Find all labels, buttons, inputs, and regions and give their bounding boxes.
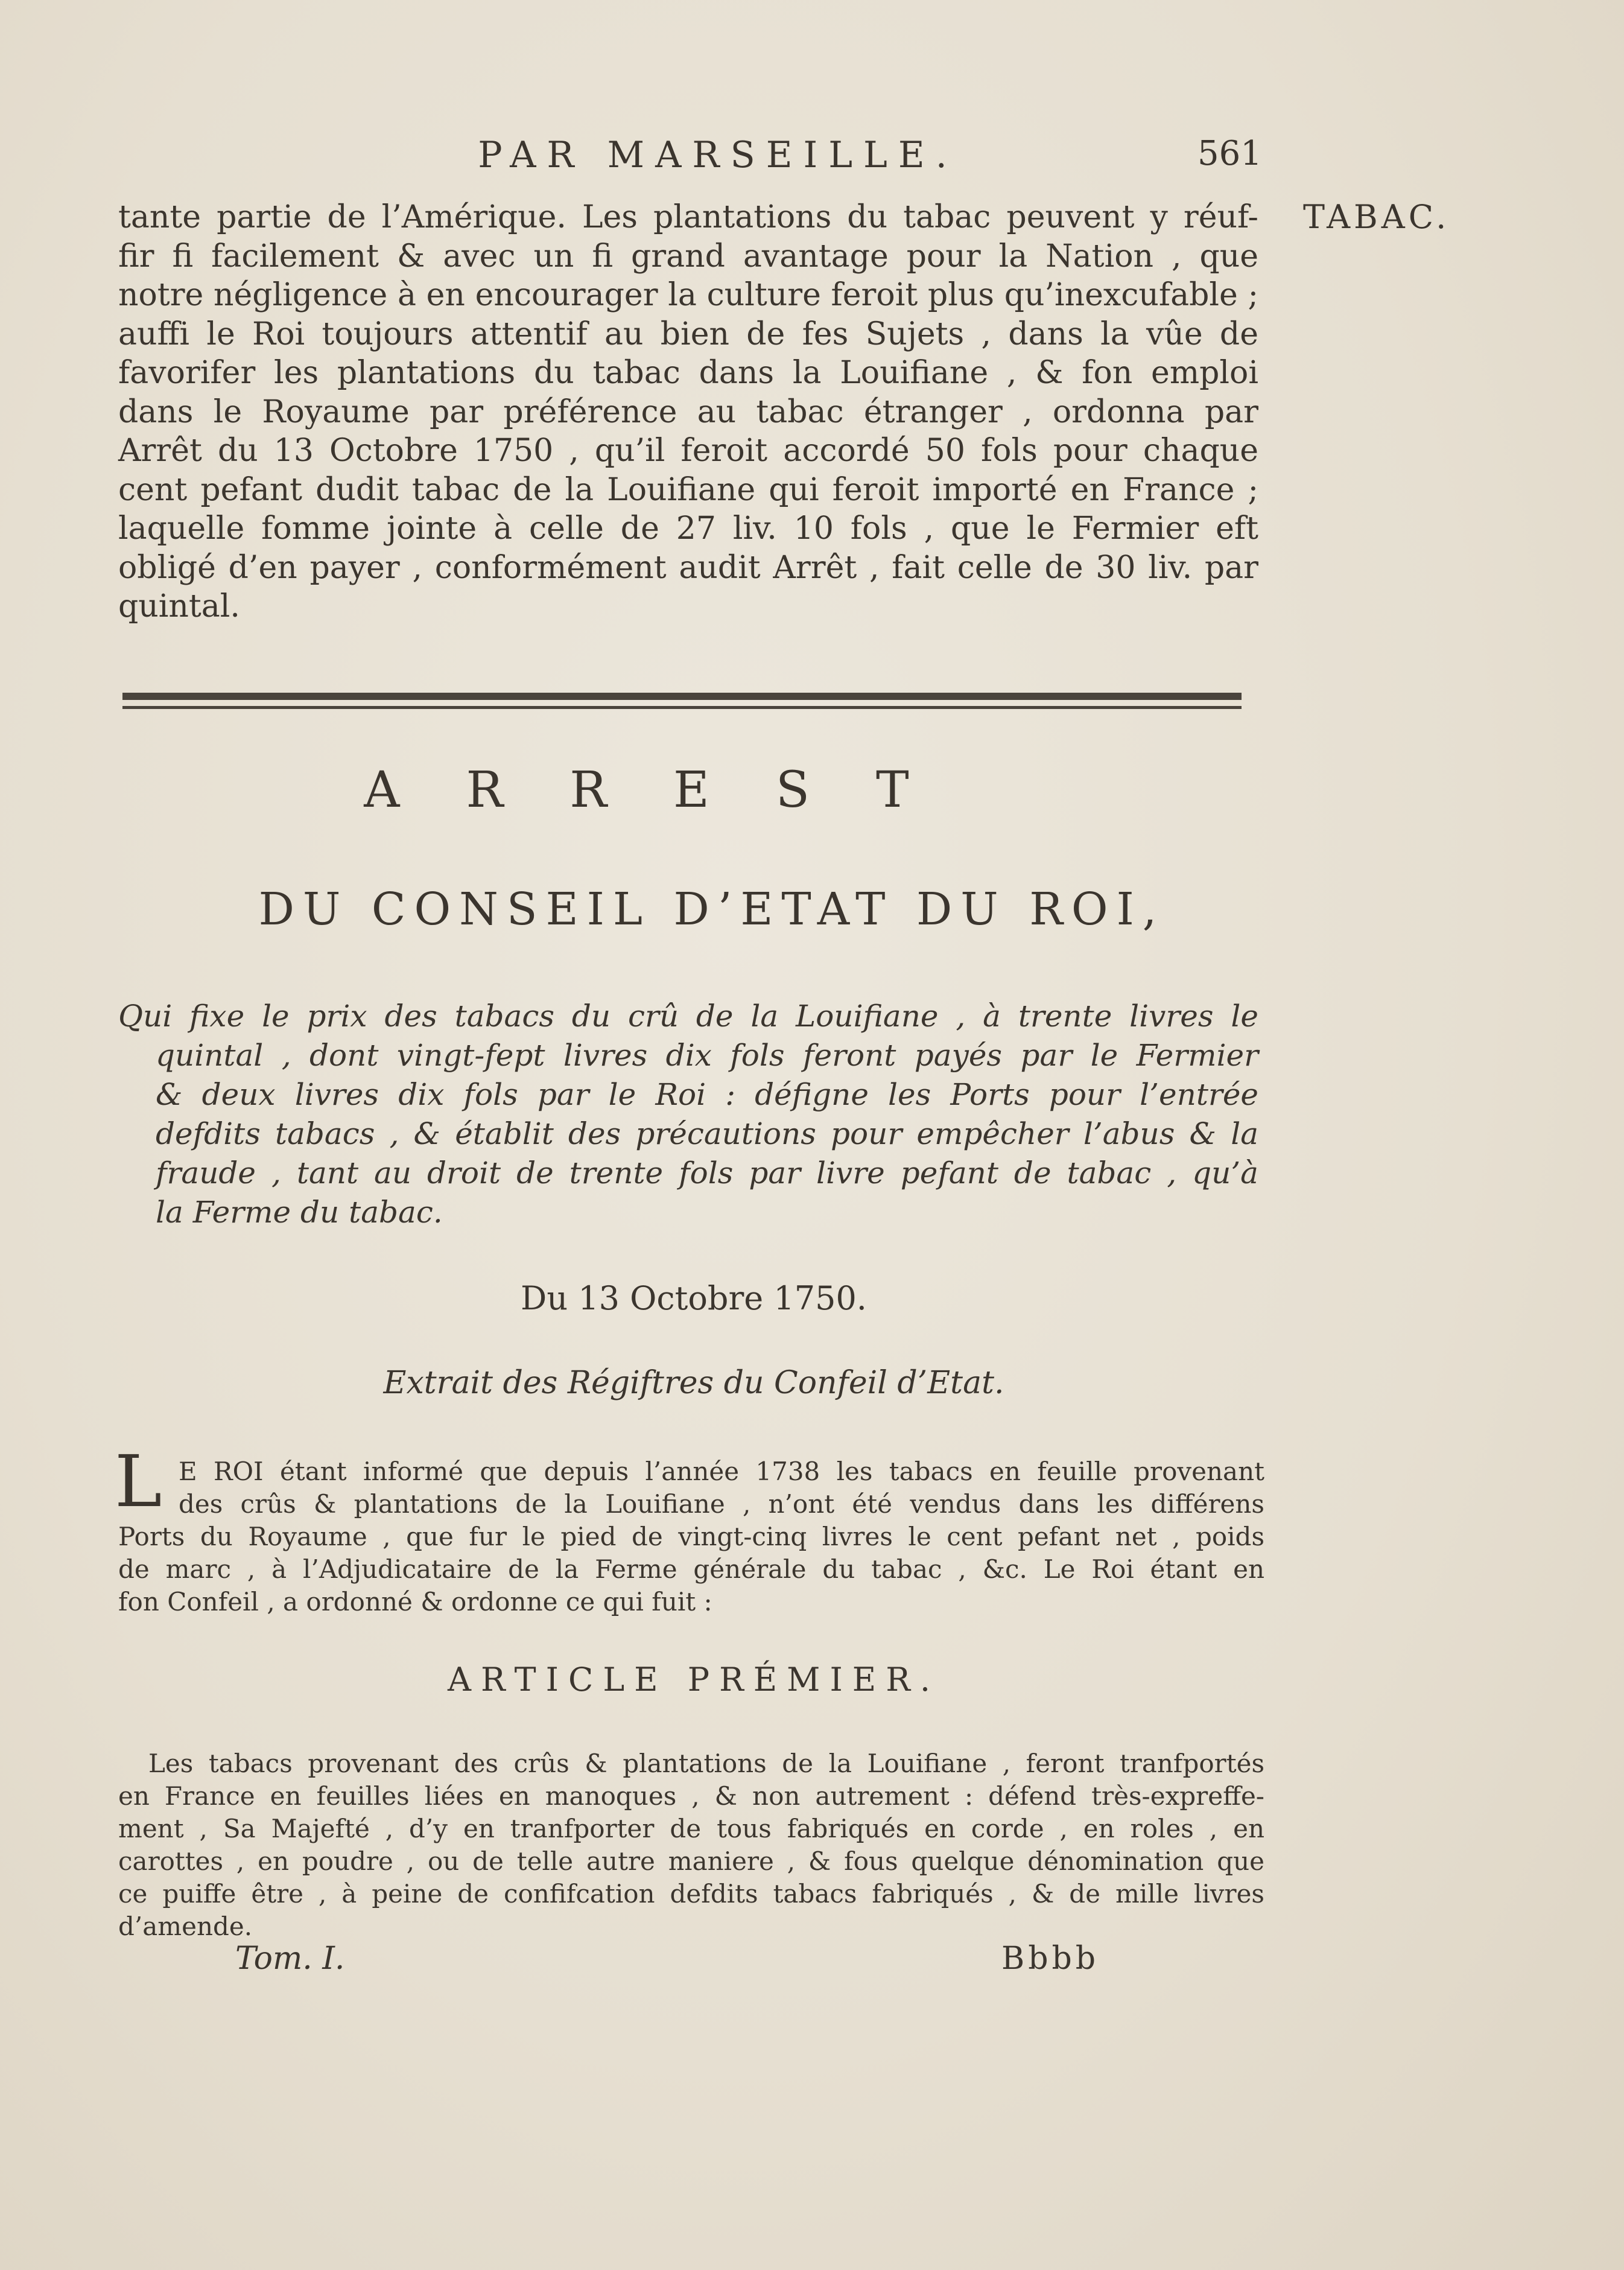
signature-mark: Bbbb [1001,1941,1100,1977]
divider-rule [122,706,1242,709]
divider-rule [122,693,1242,700]
text-line: Arrêt du 13 Octobre 1750 , qu’il feroit accordé 50 fols pour chaque [118,433,1258,469]
summary-line: & deux livres dix fols par le Roi : défigne les Ports pour l’entrée [156,1077,1258,1112]
text-line: quintal. [118,588,240,625]
text-line: ce puiffe être , à peine de confifcation defdits tabacs fabriqués , & de mille livres [118,1879,1264,1909]
text-line: cent pefant dudit tabac de la Louifiane qui feroit importé en France ; [118,471,1258,508]
date-line: Du 13 Octobre 1750. [521,1279,867,1317]
article-heading: ARTICLE PRÉMIER. [447,1661,940,1699]
text-line: Les tabacs provenant des crûs & plantations de la Louifiane , feront tranfportés [148,1749,1264,1778]
text-line: dans le Royaume par préférence au tabac étranger , ordonna par [118,393,1258,430]
summary-line: Qui fixe le prix des tabacs du crû de la Louifiane , à trente livres le [118,999,1258,1034]
text-line: auffi le Roi toujours attentif au bien de fes Sujets , dans la vûe de [118,316,1258,352]
page-number: 561 [1197,134,1262,173]
arrest-summary [118,997,1258,1232]
text-line: laquelle fomme jointe à celle de 27 liv. 10 fols , que le Fermier eft [118,510,1258,547]
text-line: obligé d’en payer , conformément audit Arrêt , fait celle de 30 liv. par [118,549,1258,586]
summary-line: defdits tabacs , & établit des précautions pour empêcher l’abus & la [156,1116,1258,1151]
paragraph-1 [118,198,1258,626]
text-line: E ROI étant informé que depuis l’année 1738 les tabacs en feuille provenant [179,1457,1264,1486]
extrait-line: Extrait des Régiftres du Confeil d’Etat. [383,1365,1004,1401]
conseil-title: DU CONSEIL D’ETAT DU ROI, [258,883,1166,935]
arrest-title: ARREST [364,761,975,819]
summary-line: quintal , dont vingt-fept livres dix fols feront payés par le Fermier [156,1038,1258,1073]
text-line: favorifer les plantations du tabac dans la Louifiane , & fon emploi [118,355,1258,391]
text-line: carottes , en poudre , ou de telle autre maniere , & fous quelque dénomination que [118,1846,1264,1876]
drop-cap: L [115,1440,162,1523]
preamble-paragraph [118,1455,1264,1618]
text-line: fon Confeil , a ordonné & ordonne ce qui fuit : [118,1587,712,1617]
text-line: en France en feuilles liées en manoques , & non autrement : défend très-expreffe- [118,1781,1264,1811]
text-line: d’amende. [118,1912,253,1941]
text-line: tante partie de l’Amérique. Les plantations du tabac peuvent y réuf- [118,199,1258,235]
running-header: PAR MARSEILLE. [478,134,958,176]
text-line: des crûs & plantations de la Louifiane , n’ont été vendus dans les différens [179,1489,1264,1519]
summary-line: fraude , tant au droit de trente fols par livre pefant de tabac , qu’à [156,1156,1258,1191]
summary-line: la Ferme du tabac. [156,1195,443,1230]
text-line: ment , Sa Majefté , d’y en tranfporter de tous fabriqués en corde , en roles , en [118,1814,1264,1843]
text-line: de marc , à l’Adjudicataire de la Ferme générale du tabac , &c. Le Roi étant en [118,1554,1264,1584]
volume-label: Tom. I. [235,1941,345,1977]
text-line: fir fi facilement & avec un fi grand avantage pour la Nation , que [118,238,1258,275]
article-paragraph [118,1747,1264,1943]
text-line: notre négligence à en encourager la culture feroit plus qu’inexcufable ; [118,277,1258,313]
text-line: Ports du Royaume , que fur le pied de vingt-cinq livres le cent pefant net , poids [118,1522,1264,1551]
margin-note: TABAC. [1303,198,1450,236]
